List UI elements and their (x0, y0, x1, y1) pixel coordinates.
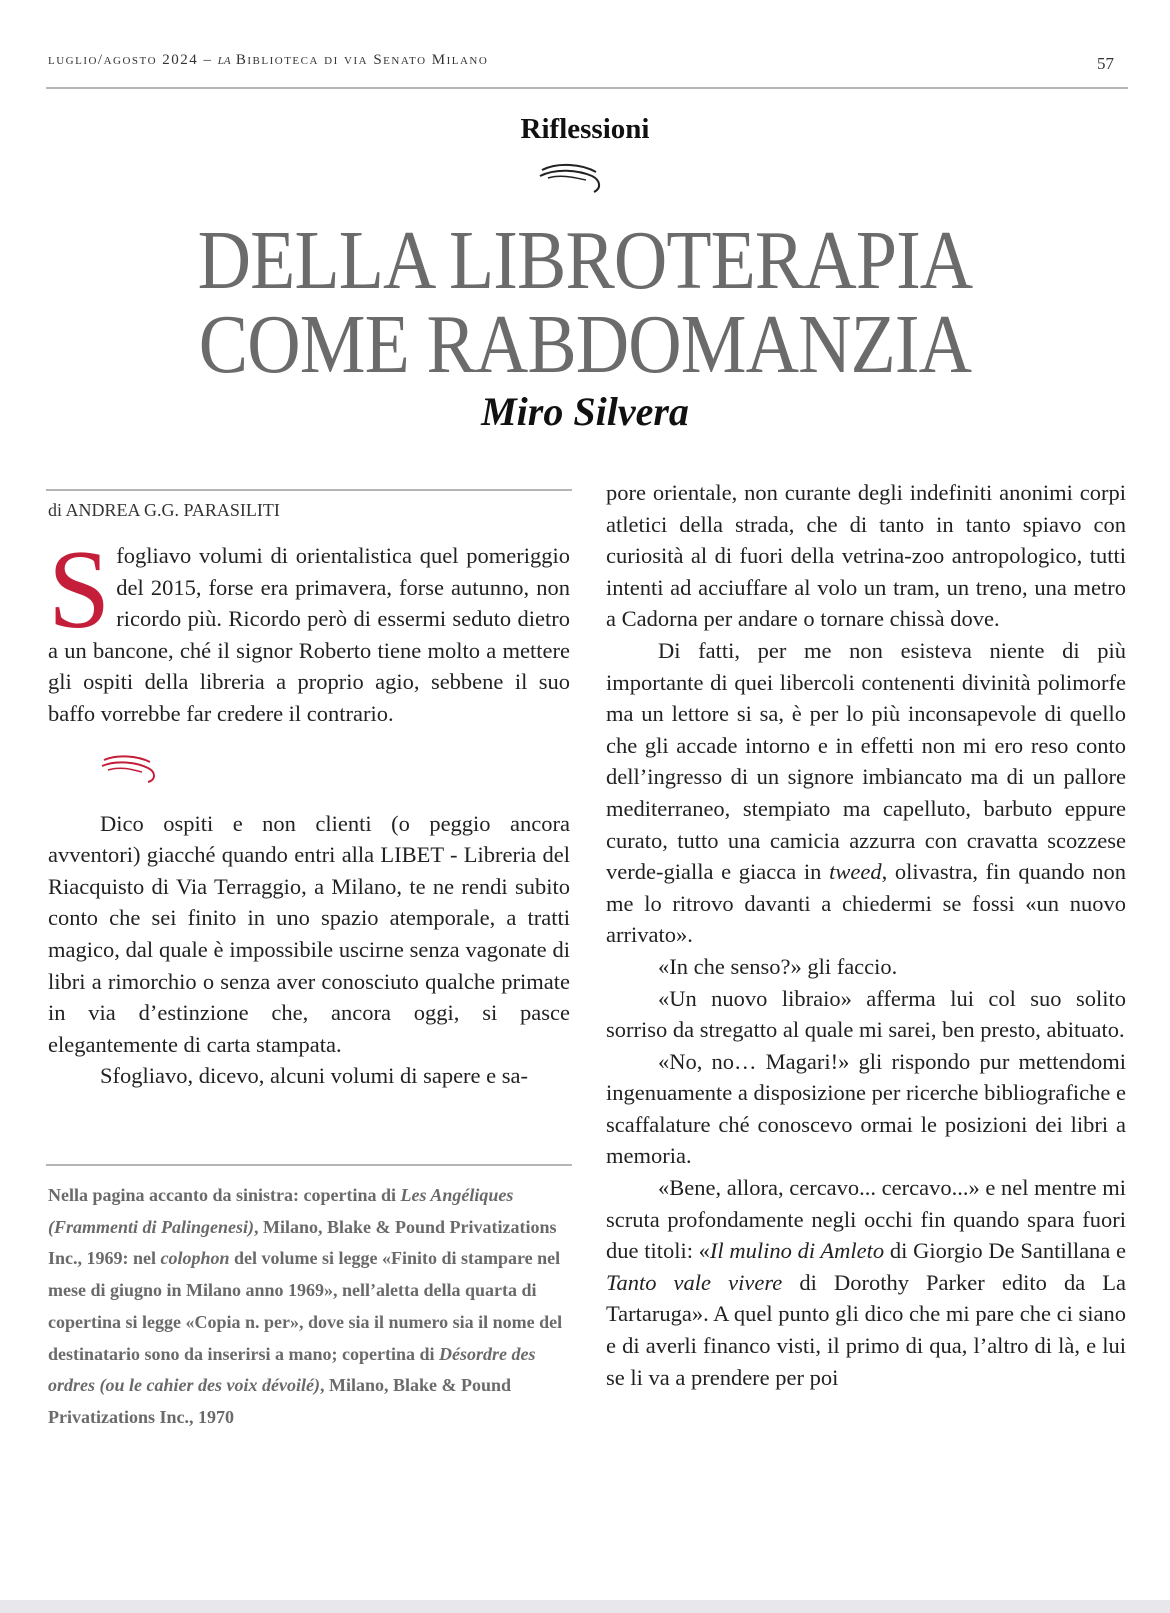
paragraph-6: «Un nuovo libraio» afferma lui col suo solito sorriso da stregatto al quale mi sarei, ben presto, abituato. (606, 985, 1126, 1043)
book-title: Tanto vale vivere (606, 1269, 783, 1295)
caption-term: colophon (160, 1248, 230, 1269)
caption-text: Nella pagina accanto da sinistra: copertina di (48, 1185, 401, 1205)
running-head-article: la (217, 52, 231, 68)
paragraph-text: «Bene, allora, cercavo... cercavo...» e nel mentre mi scruta profondamente negli occhi fin quando spara fuori due titoli: « (606, 1175, 1126, 1264)
caption-text: , Milano, Blake & Pound Privatizations Inc., 1969: nel (48, 1216, 557, 1269)
caption-title: Les Angéliques (Frammenti di Palingenesi) (48, 1185, 514, 1237)
paragraph-1 (48, 528, 570, 730)
paragraph-5: «In che senso?» gli faccio. (658, 953, 898, 979)
paragraph-2: Dico ospiti e non clienti (o peggio ancora avventori) giacché quando entri alla LIBET - Libreria del Riacquisto di Via Terraggio, a Milano, te ne rendi subito conto che sei finito in uno spazio atemporale, a tratti magico, dal quale è impossibile uscirne senza vagonate di libri a rimorchio o senza aver conosciuto qualche primate in via d’estinzione che, ancora oggi, si pasce elegantemente di carta stampata. (48, 810, 570, 1057)
paragraph-text: , olivastra, fin quando non me lo ritrovo davanti a chiedermi se fossi «un nuovo arrivato». (606, 859, 1126, 948)
paragraph-3: Sfogliavo, dicevo, alcuni volumi di sapere e sa- (100, 1063, 529, 1089)
image-caption (48, 1180, 572, 1434)
caption-divider (46, 1164, 572, 1166)
paragraph-8 (606, 1172, 1126, 1393)
viewer-bottom-bar (0, 1600, 1170, 1613)
red-flourish-icon (100, 752, 160, 786)
paragraph-1-text: fogliavo volumi di orientalistica quel pomeriggio del 2015, forse era primavera, forse autunno, non ricordo più. Ricordo però di essermi seduto dietro a un bancone, ché il signor Roberto tiene molto a mettere gli ospiti della libreria a proprio agio, sebbene il suo baffo vorrebbe far credere il contrario. (48, 543, 570, 726)
right-column (606, 477, 1126, 1393)
paragraph-text: Di fatti, per me non esisteva niente di più importante di quei libercoli contenenti divinità polimorfe ma un lettore si sa, è per lo più inconsapevole di quello che gli accade intorno e in effetti non mi ero reso conto dell’ingresso di un signore imbiancato ma di un pallore mediterraneo, stempiato ma capelluto, barbuto eppure curato, tutto una camicia azzurra con cravatta scozzese verde-gialla e giacca in (606, 637, 1126, 885)
drop-cap: S (48, 528, 111, 652)
article-title-line-1: DELLA LIBROTERAPIA (197, 214, 973, 307)
running-head (48, 52, 488, 69)
paragraph-text: di Giorgio De Santillana e (884, 1238, 1126, 1264)
book-title: Il mulino di Amleto (709, 1238, 885, 1264)
paragraph-text: di Dorothy Parker edito da La Tartaruga». A quel punto gli dico che mi pare che ci siano e di averli financo visti, il primo di qua, l’altro di là, e lui se li va a prendere per poi (606, 1269, 1127, 1390)
paragraph-7: «No, no… Magari!» gli rispondo pur mettendomi ingenuamente a disposizione per ricerche bibliografiche e scaffalature ché conoscevo ormai le posizioni dei libri a memoria. (606, 1048, 1126, 1169)
left-column (48, 528, 570, 1092)
article-subtitle: Miro Silvera (481, 389, 689, 434)
caption-text: , Milano, Blake & Pound Privatizations Inc., 1970 (48, 1375, 511, 1427)
column-divider (46, 489, 572, 491)
header-divider (46, 87, 1128, 89)
paragraph-continuation: pore orientale, non curante degli indefiniti anonimi corpi atletici della strada, che di tanto in tanto spiavo con curiosità al di fuori della vetrina-zoo antropologico, tutti intenti ad acciuffare al volo un tram, un treno, una metro a Cadorna per andare o tornare chissà dove. (606, 480, 1126, 632)
flourish-ornament-icon (538, 160, 606, 196)
page-number: 57 (1097, 54, 1114, 73)
byline: di ANDREA G.G. PARASILITI (48, 500, 280, 520)
article-title-line-2: COME RABDOMANZIA (198, 298, 972, 391)
italic-term: tweed (829, 859, 882, 885)
paragraph-4 (606, 635, 1126, 951)
running-head-publication: Biblioteca di via Senato Milano (230, 52, 489, 68)
caption-title: Désordre des ordres (ou le cahier des voix dévoilé) (48, 1343, 536, 1396)
section-label: Riflessioni (520, 113, 650, 145)
caption-text: del volume si legge «Finito di stampare nel mese di giugno in Milano anno 1969», nell’aletta della quarta di copertina si legge «Copia n. per», dove sia il numero sia il nome del destinatario sono da inserirsi a mano; copertina di (48, 1248, 563, 1364)
running-head-date: luglio/agosto 2024 – (48, 52, 218, 68)
ornament-gap (48, 730, 570, 808)
